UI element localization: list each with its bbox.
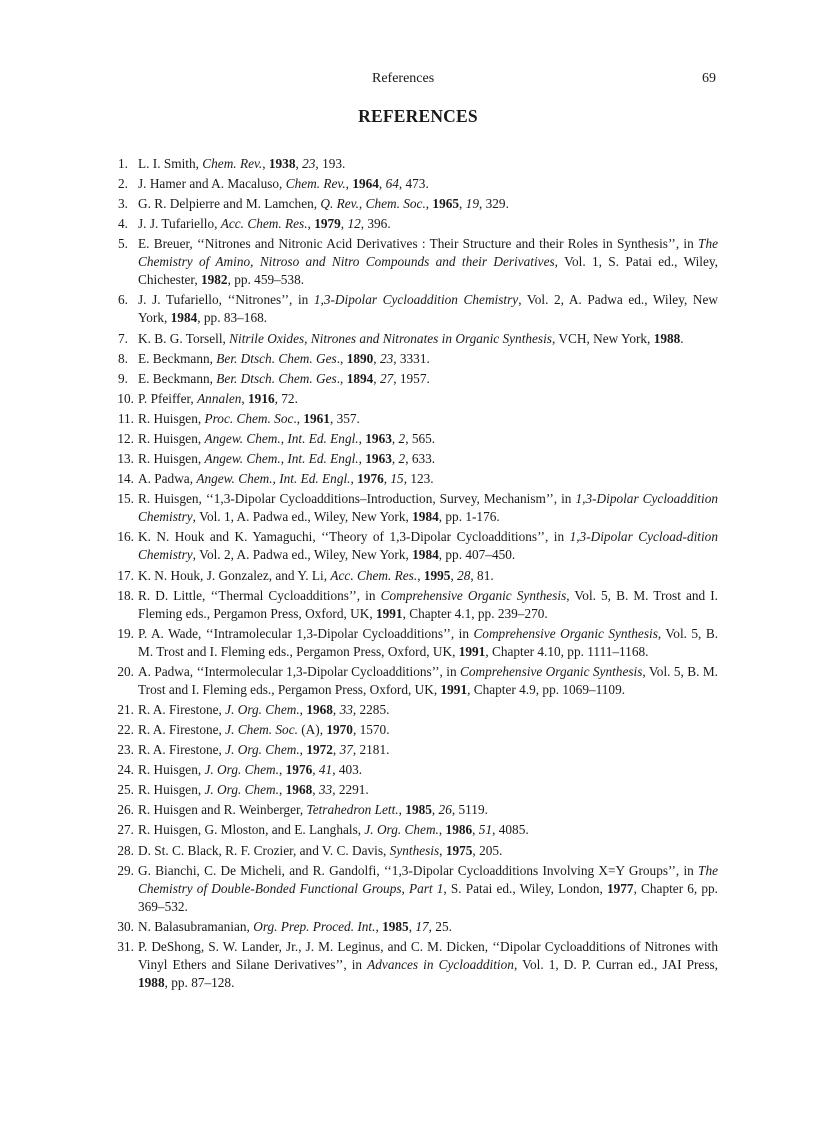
reference-number: 16.: [117, 529, 134, 545]
reference-plain-text: , S. Patai ed., Wiley, London,: [443, 880, 607, 896]
reference-number: 31.: [117, 938, 134, 954]
reference-italic-text: Q. Rev., Chem. Soc.: [320, 196, 426, 212]
reference-plain-text: E. Beckmann,: [138, 370, 217, 386]
reference-plain-text: , 2181.: [352, 742, 390, 758]
reference-italic-text: Nitrile Oxides, Nitrones and Nitronates in Organic Synthesis: [229, 330, 552, 346]
reference-plain-text: ,: [299, 742, 307, 758]
reference-item: [117, 235, 718, 289]
reference-number: 13.: [117, 451, 134, 467]
reference-plain-text: , pp. 407–450.: [438, 547, 516, 563]
reference-item: [117, 862, 718, 916]
reference-text: [138, 410, 718, 428]
reference-italic-text: 33: [318, 782, 333, 798]
reference-number: 21.: [117, 701, 134, 717]
reference-number: 14.: [117, 471, 134, 487]
reference-text: [138, 625, 718, 661]
reference-plain-text: , pp. 459–538.: [227, 272, 305, 288]
reference-year: 1988: [138, 974, 165, 990]
reference-italic-text: Org. Prep. Proced. Int.: [253, 918, 376, 934]
reference-plain-text: , Vol. 5, B. M. Trost and I. Fleming eds., Pergamon Press, Oxford, UK,: [138, 663, 719, 697]
reference-plain-text: J. Hamer and A. Macaluso,: [138, 176, 286, 192]
reference-plain-text: , 4085.: [492, 822, 529, 838]
reference-year: 1970: [326, 721, 353, 737]
reference-italic-text: Tetrahedron Lett.: [306, 802, 399, 818]
reference-number: 12.: [117, 431, 134, 447]
reference-plain-text: L. I. Smith,: [138, 156, 203, 171]
reference-number: 20.: [117, 663, 134, 679]
reference-italic-text: 2: [398, 431, 406, 447]
reference-italic-text: The Chemistry of Amino, Nitroso and Nitro Compounds and their Derivatives: [138, 236, 718, 270]
reference-plain-text: , Vol. 5, B. M. Trost and I. Fleming eds., Pergamon Press, Oxford, UK,: [138, 587, 718, 621]
reference-plain-text: , pp. 87–128.: [164, 974, 235, 990]
reference-italic-text: Comprehensive Organic Synthesis: [460, 663, 643, 679]
reference-number: 7.: [118, 330, 128, 346]
reference-italic-text: 23: [302, 156, 316, 171]
reference-year: 1972: [306, 742, 333, 758]
reference-plain-text: ,: [398, 802, 406, 818]
reference-plain-text: , 5119.: [451, 802, 488, 818]
reference-plain-text: A. Padwa, ‘‘Intermolecular 1,3-Dipolar Cycloadditions’’, in: [138, 663, 461, 679]
reference-number: 15.: [117, 491, 134, 507]
reference-number: 1.: [118, 156, 128, 171]
reference-text: [138, 663, 718, 699]
reference-plain-text: ,: [373, 370, 380, 386]
reference-italic-text: 28: [457, 567, 471, 583]
reference-text: [138, 490, 718, 526]
reference-plain-text: K. N. Houk and K. Yamaguchi, ‘‘Theory of 1,3-Dipolar Cycloadditions’’, in: [138, 529, 570, 545]
reference-number: 9.: [118, 370, 128, 386]
reference-plain-text: , Chapter 4.10, pp. 1111–1168.: [485, 643, 649, 659]
reference-plain-text: D. St. C. Black, R. F. Crozier, and V. C. Davis,: [138, 842, 390, 858]
reference-text: [138, 721, 718, 739]
reference-italic-text: J. Org. Chem.: [225, 701, 300, 717]
reference-italic-text: 23: [379, 350, 394, 366]
reference-text: [138, 330, 718, 348]
reference-year: 1968: [285, 782, 313, 798]
reference-year: 1995: [423, 567, 451, 583]
reference-text: [138, 450, 718, 468]
reference-plain-text: , Vol. 1, D. P. Curran ed., JAI Press,: [513, 956, 719, 972]
reference-plain-text: R. Huisgen, ‘‘1,3-Dipolar Cycloadditions–Introduction, Survey, Mechanism’’, in: [138, 491, 576, 507]
reference-plain-text: ,: [425, 196, 433, 212]
reference-plain-text: E. Beckmann,: [138, 350, 217, 366]
reference-plain-text: ,: [295, 156, 303, 171]
reference-plain-text: ,: [340, 216, 348, 232]
reference-plain-text: , 565.: [405, 431, 436, 447]
reference-italic-text: J. Org. Chem.: [204, 762, 279, 778]
reference-year: 1916: [248, 390, 275, 406]
reference-text: [138, 470, 718, 488]
reference-italic-text: 19: [465, 196, 479, 212]
reference-year: 1964: [352, 176, 379, 192]
reference-text: [138, 862, 718, 916]
reference-plain-text: , 633.: [405, 451, 436, 467]
reference-plain-text: K. N. Houk, J. Gonzalez, and Y. Li,: [138, 567, 331, 583]
reference-text: [138, 567, 718, 585]
reference-plain-text: , Chapter 4.9, pp. 1069–1109.: [467, 681, 626, 697]
reference-year: 1965: [432, 196, 460, 212]
reference-plain-text: P. Pfeiffer,: [138, 390, 198, 406]
reference-item: [117, 330, 718, 348]
reference-text: [138, 390, 718, 408]
reference-plain-text: R. Huisgen, G. Mloston, and E. Langhals,: [138, 822, 365, 838]
reference-italic-text: Synthesis: [389, 842, 440, 858]
reference-number: 29.: [117, 862, 134, 878]
reference-plain-text: K. B. G. Torsell,: [138, 330, 230, 346]
reference-italic-text: 27: [379, 370, 394, 386]
reference-italic-text: 12: [347, 216, 361, 232]
reference-number: 22.: [117, 721, 134, 737]
reference-italic-text: Angew. Chem., Int. Ed. Engl.: [204, 431, 359, 447]
reference-text: [138, 781, 718, 799]
reference-italic-text: The Chemistry of Double-Bonded Functional Groups, Part 1: [138, 862, 718, 896]
reference-number: 26.: [117, 802, 134, 818]
reference-plain-text: .,: [293, 410, 304, 426]
reference-plain-text: , Vol. 2, A. Padwa ed., Wiley, New York,: [138, 292, 718, 326]
reference-year: 1984: [170, 310, 198, 326]
reference-plain-text: ,: [472, 822, 479, 838]
reference-item: [117, 821, 718, 839]
reference-number: 28.: [117, 842, 134, 858]
reference-italic-text: 15: [390, 471, 404, 487]
reference-text: [138, 821, 718, 839]
reference-plain-text: ,: [278, 782, 286, 798]
reference-plain-text: , 2291.: [332, 782, 369, 798]
reference-number: 27.: [117, 822, 134, 838]
reference-number: 23.: [117, 742, 134, 758]
reference-plain-text: , Vol. 2, A. Padwa ed., Wiley, New York,: [192, 547, 413, 563]
reference-year: 1985: [405, 802, 432, 818]
reference-plain-text: ,: [312, 782, 319, 798]
reference-plain-text: , Chapter 6, pp. 369–532.: [138, 880, 718, 914]
reference-italic-text: Ber. Dtsch. Chem. Ges: [216, 370, 337, 386]
reference-plain-text: , 81.: [470, 567, 494, 583]
reference-item: [117, 801, 718, 819]
running-title: References: [372, 71, 435, 86]
reference-year: 1991: [458, 643, 486, 659]
reference-text: [138, 741, 718, 759]
reference-italic-text: 51: [478, 822, 493, 838]
reference-italic-text: 2: [398, 451, 406, 467]
reference-plain-text: , Chapter 4.1, pp. 239–270.: [402, 605, 548, 621]
reference-italic-text: 26: [438, 802, 452, 818]
reference-year: 1890: [346, 350, 374, 366]
reference-plain-text: .,: [336, 350, 347, 366]
reference-text: [138, 155, 718, 173]
reference-number: 3.: [118, 196, 128, 212]
reference-year: 1985: [382, 918, 409, 934]
reference-year: 1979: [314, 216, 341, 232]
reference-item: [117, 450, 718, 468]
reference-plain-text: R. Huisgen,: [138, 762, 205, 778]
reference-text: [138, 938, 718, 992]
reference-item: [117, 741, 718, 759]
reference-plain-text: ,: [408, 918, 416, 934]
reference-item: [117, 587, 718, 623]
page-title: REFERENCES: [358, 106, 478, 126]
reference-text: [138, 370, 718, 388]
reference-text: [138, 215, 718, 233]
reference-italic-text: Comprehensive Organic Synthesis: [380, 587, 567, 603]
reference-text: [138, 528, 718, 564]
reference-plain-text: R. Huisgen and R. Weinberger,: [138, 802, 307, 818]
reference-plain-text: , Vol. 1, A. Padwa ed., Wiley, New York,: [192, 509, 413, 525]
reference-plain-text: ,: [312, 762, 319, 778]
reference-item: [117, 390, 718, 408]
reference-plain-text: R. A. Firestone,: [138, 701, 226, 717]
reference-year: 1991: [440, 681, 468, 697]
reference-italic-text: 17: [415, 918, 429, 934]
reference-item: [117, 761, 718, 779]
reference-plain-text: ,: [378, 176, 386, 192]
reference-italic-text: Proc. Chem. Soc: [204, 410, 294, 426]
reference-text: [138, 350, 718, 368]
reference-italic-text: Acc. Chem. Res.: [330, 567, 418, 583]
reference-item: [117, 195, 718, 213]
reference-plain-text: ,: [299, 701, 307, 717]
reference-year: 1984: [412, 547, 439, 563]
reference-italic-text: J. Org. Chem.: [225, 742, 300, 758]
reference-plain-text: R. Huisgen,: [138, 431, 205, 447]
reference-list: [117, 155, 718, 994]
reference-plain-text: R. D. Little, ‘‘Thermal Cycloadditions’’, in: [138, 587, 381, 603]
reference-italic-text: 1,3-Dipolar Cycload-dition Chemistry: [138, 529, 718, 563]
reference-plain-text: ,: [373, 350, 380, 366]
reference-plain-text: , 1957.: [393, 370, 430, 386]
reference-plain-text: G. Bianchi, C. De Micheli, and R. Gandolfi, ‘‘1,3-Dipolar Cycloadditions Involving X=Y Groups’’, in: [138, 862, 699, 878]
reference-year: 1963: [365, 431, 392, 447]
reference-item: [117, 350, 718, 368]
reference-item: [117, 370, 718, 388]
reference-plain-text: ,: [332, 701, 340, 717]
reference-plain-text: , 357.: [329, 410, 360, 426]
reference-year: 1968: [306, 701, 333, 717]
reference-year: 1975: [445, 842, 473, 858]
reference-plain-text: P. DeShong, S. W. Lander, Jr., J. M. Leginus, and C. M. Dicken, ‘‘Dipolar Cycloadditions of Nitrones with Vinyl Ethers and Silane Derivatives’’, in: [138, 938, 718, 972]
reference-plain-text: ,: [438, 822, 446, 838]
reference-plain-text: N. Balasubramanian,: [138, 918, 254, 934]
reference-year: 1938: [268, 156, 296, 171]
reference-year: 1988: [653, 330, 681, 346]
reference-plain-text: , 72.: [274, 390, 298, 406]
reference-plain-text: , VCH, New York,: [551, 330, 654, 346]
reference-italic-text: 64: [385, 176, 399, 192]
reference-text: [138, 761, 718, 779]
reference-plain-text: ,: [459, 196, 466, 212]
reference-plain-text: , 123.: [403, 471, 434, 487]
reference-year: 1982: [200, 272, 228, 288]
reference-year: 1976: [357, 471, 384, 487]
reference-number: 10.: [117, 390, 134, 406]
reference-item: [117, 781, 718, 799]
reference-plain-text: , 205.: [472, 842, 503, 858]
reference-plain-text: ,: [262, 156, 269, 171]
reference-italic-text: Annalen: [197, 390, 242, 406]
reference-plain-text: ,: [391, 451, 399, 467]
reference-number: 25.: [117, 782, 134, 798]
reference-plain-text: ,: [358, 451, 366, 467]
reference-text: [138, 175, 718, 193]
reference-italic-text: 37: [339, 742, 353, 758]
reference-italic-text: J. Org. Chem.: [204, 782, 279, 798]
reference-italic-text: Chem. Rev.: [285, 176, 346, 192]
reference-text: [138, 918, 718, 936]
reference-year: 1961: [303, 410, 330, 426]
reference-item: [117, 155, 718, 173]
reference-number: 11.: [117, 410, 134, 426]
reference-number: 24.: [117, 762, 134, 778]
reference-year: 1894: [346, 370, 374, 386]
reference-text: [138, 801, 718, 819]
reference-number: 4.: [118, 216, 128, 232]
reference-text: [138, 701, 718, 719]
reference-plain-text: P. A. Wade, ‘‘Intramolecular 1,3-Dipolar Cycloadditions’’, in: [138, 625, 474, 641]
reference-year: 1977: [606, 880, 634, 896]
reference-item: [117, 663, 718, 699]
reference-item: [117, 701, 718, 719]
reference-plain-text: , 329.: [478, 196, 509, 212]
reference-plain-text: ,: [383, 471, 391, 487]
reference-plain-text: E. Breuer, ‘‘Nitrones and Nitronic Acid Derivatives : Their Structure and their Roles in Synthesis’’, in: [138, 236, 699, 252]
reference-plain-text: , 2285.: [352, 701, 390, 717]
reference-plain-text: , Vol. 1, S. Patai ed., Wiley, Chichester,: [138, 254, 718, 288]
reference-year: 1963: [365, 451, 392, 467]
reference-item: [117, 430, 718, 448]
reference-plain-text: R. Huisgen,: [138, 782, 205, 798]
reference-plain-text: ,: [391, 431, 399, 447]
reference-plain-text: R. A. Firestone,: [138, 721, 226, 737]
reference-plain-text: , pp. 83–168.: [197, 310, 268, 326]
reference-number: 5.: [118, 236, 128, 252]
reference-item: [117, 938, 718, 992]
reference-italic-text: J. Org. Chem.: [364, 822, 439, 838]
reference-item: [117, 291, 718, 327]
page-number: 69: [702, 71, 716, 86]
reference-plain-text: ,: [439, 842, 446, 858]
reference-plain-text: ,: [358, 431, 366, 447]
reference-italic-text: Angew. Chem., Int. Ed. Engl.: [196, 471, 351, 487]
reference-italic-text: Advances in Cycloaddition: [367, 956, 514, 972]
reference-item: [117, 567, 718, 585]
reference-plain-text: , 473.: [398, 176, 429, 192]
reference-italic-text: Comprehensive Organic Synthesis: [473, 625, 658, 641]
reference-plain-text: R. Huisgen,: [138, 451, 205, 467]
reference-italic-text: Chem. Rev.: [202, 156, 263, 171]
reference-year: 1984: [412, 509, 439, 525]
reference-plain-text: A. Padwa,: [138, 471, 197, 487]
reference-number: 2.: [118, 176, 128, 192]
reference-plain-text: ,: [307, 216, 315, 232]
reference-plain-text: ,: [431, 802, 439, 818]
reference-plain-text: ,: [450, 567, 458, 583]
reference-item: [117, 625, 718, 661]
reference-plain-text: , 403.: [332, 762, 363, 778]
reference-text: [138, 430, 718, 448]
running-head: [0, 71, 816, 91]
reference-plain-text: ,: [417, 567, 424, 583]
reference-item: [117, 490, 718, 526]
reference-italic-text: Acc. Chem. Res.: [220, 216, 308, 232]
reference-year: 1976: [285, 762, 313, 778]
reference-plain-text: ,: [332, 742, 340, 758]
reference-number: 17.: [117, 567, 134, 583]
reference-plain-text: .,: [336, 370, 347, 386]
reference-item: [117, 842, 718, 860]
reference-plain-text: ,: [345, 176, 353, 192]
reference-plain-text: , pp. 1-176.: [438, 509, 500, 525]
reference-plain-text: , 193.: [315, 156, 346, 171]
reference-plain-text: , Vol. 5, B. M. Trost and I. Fleming eds., Pergamon Press, Oxford, UK,: [138, 625, 719, 659]
reference-text: [138, 842, 718, 860]
reference-plain-text: G. R. Delpierre and M. Lamchen,: [138, 196, 321, 212]
reference-plain-text: , 25.: [428, 918, 452, 934]
reference-plain-text: ,: [350, 471, 358, 487]
reference-year: 1991: [375, 605, 403, 621]
reference-number: 8.: [118, 350, 128, 366]
reference-plain-text: J. J. Tufariello,: [138, 216, 221, 232]
reference-text: [138, 235, 718, 289]
reference-plain-text: ,: [278, 762, 286, 778]
reference-item: [117, 470, 718, 488]
reference-number: 19.: [117, 625, 134, 641]
reference-plain-text: J. J. Tufariello, ‘‘Nitrones’’, in: [138, 292, 314, 308]
reference-item: [117, 528, 718, 564]
reference-italic-text: Ber. Dtsch. Chem. Ges: [216, 350, 337, 366]
reference-italic-text: J. Chem. Soc.: [225, 721, 298, 737]
reference-text: [138, 195, 718, 213]
reference-plain-text: , 1570.: [352, 721, 390, 737]
reference-text: [138, 291, 718, 327]
reference-item: [117, 215, 718, 233]
reference-plain-text: , 396.: [360, 216, 391, 232]
reference-italic-text: 1,3-Dipolar Cycloaddition Chemistry: [138, 491, 718, 525]
reference-italic-text: 41: [318, 762, 333, 778]
reference-plain-text: R. A. Firestone,: [138, 742, 226, 758]
reference-plain-text: , 3331.: [393, 350, 430, 366]
reference-item: [117, 175, 718, 193]
reference-item: [117, 410, 718, 428]
reference-item: [117, 918, 718, 936]
reference-plain-text: .: [680, 330, 684, 346]
reference-item: [117, 721, 718, 739]
reference-plain-text: ,: [241, 390, 249, 406]
reference-text: [138, 587, 718, 623]
reference-italic-text: 33: [339, 701, 353, 717]
reference-plain-text: ,: [375, 918, 383, 934]
reference-plain-text: (A),: [297, 721, 327, 737]
reference-number: 18.: [117, 587, 134, 603]
reference-plain-text: R. Huisgen,: [138, 410, 205, 426]
reference-number: 30.: [117, 918, 134, 934]
reference-number: 6.: [118, 292, 128, 308]
reference-italic-text: 1,3-Dipolar Cycloaddition Chemistry: [313, 292, 519, 308]
reference-italic-text: Angew. Chem., Int. Ed. Engl.: [204, 451, 359, 467]
reference-year: 1986: [445, 822, 473, 838]
